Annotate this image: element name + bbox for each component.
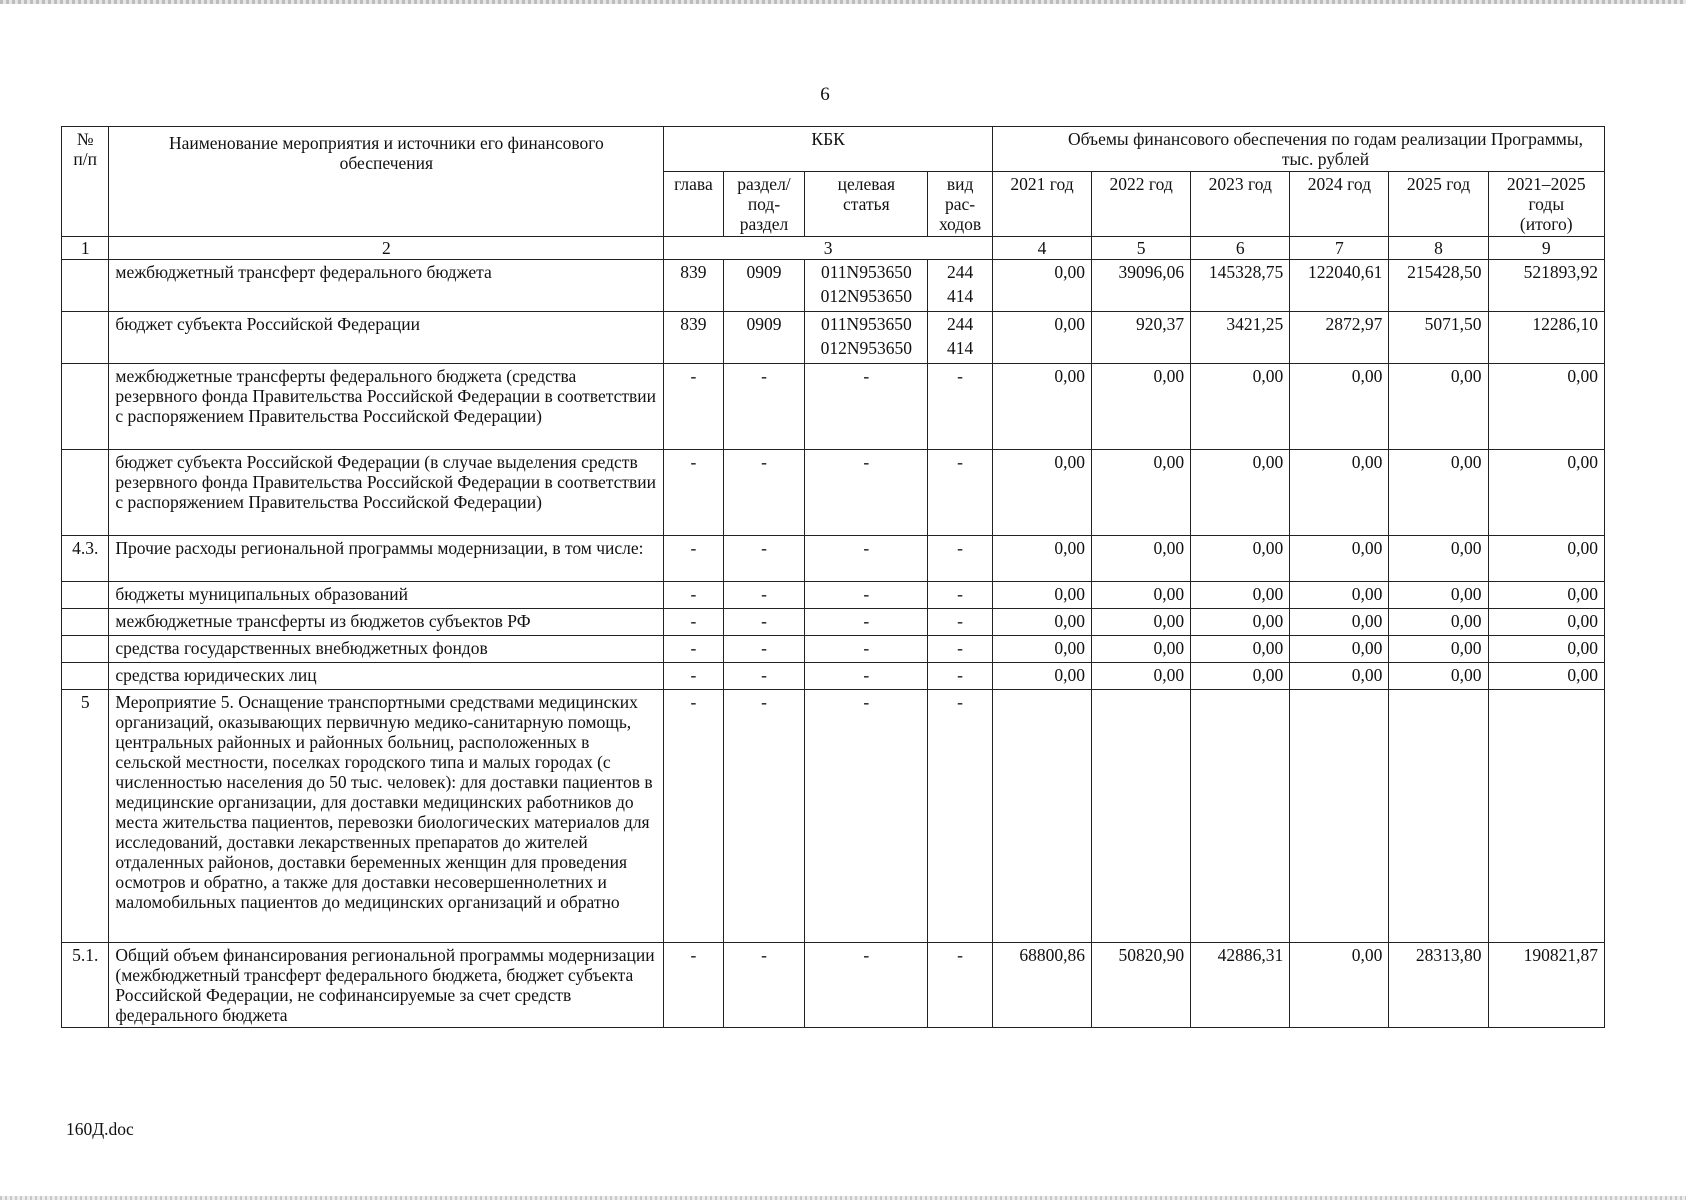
cell-glava: - [664,582,723,609]
cell-2022: 50820,90 [1092,943,1191,1028]
table-header [62,127,1605,260]
cell-razdel: - [723,450,805,536]
column-number-3: 3 [664,237,993,260]
cell-2024: 0,00 [1290,536,1389,582]
cell-vid [928,450,993,536]
cell-2022: 0,00 [1092,450,1191,536]
vid-line: - [957,584,963,604]
cell-razdel: - [723,364,805,450]
column-number-1: 1 [62,237,109,260]
row-name: межбюджетный трансферт федерального бюджета [109,260,664,312]
cell-2025: 0,00 [1389,636,1488,663]
cell-2023: 0,00 [1191,663,1290,690]
table-row [62,450,1605,536]
cell-2023: 0,00 [1191,364,1290,450]
cell-razdel: - [723,636,805,663]
cell-2021 [992,690,1091,943]
cell-statya [805,690,928,943]
cell-glava: 839 [664,260,723,312]
table-row [62,312,1605,364]
statya-line: - [863,538,870,558]
row-number [62,312,109,364]
cell-2022: 39096,06 [1092,260,1191,312]
row-number: 5 [62,690,109,943]
cell-vid [928,582,993,609]
cell-vid [928,536,993,582]
statya-line: - [863,452,870,472]
cell-2023: 0,00 [1191,636,1290,663]
cell-2023: 0,00 [1191,609,1290,636]
cell-total: 12286,10 [1488,312,1604,364]
page-number: 6 [820,84,830,105]
cell-2025: 215428,50 [1389,260,1488,312]
cell-2021: 0,00 [992,582,1091,609]
header-glava: глава [664,172,723,237]
header-vid: вид рас- ходов [928,172,993,237]
row-name: Мероприятие 5. Оснащение транспортными средствами медицинских организаций, оказывающих первичную медико-санитарную помощь, центральных районных и районных больниц, расположенных в сельской местности, поселках городского типа и малых городах (с численностью населения до 50 тыс. человек): для доставки пациентов в медицинские организации, для доставки медицинских работников до места жительства пациентов, перевозки биологических материалов для исследований, доставки лекарственных препаратов до жителей отдаленных районов, доставки беременных женщин для проведения осмотров и обратно, а также для доставки несовершеннолетних и маломобильных пациентов до медицинских организаций и обратно [109,690,664,943]
vid-line: - [957,538,963,558]
cell-2025: 0,00 [1389,609,1488,636]
header-row-1 [62,127,1605,172]
vid-line: - [957,366,963,386]
cell-total: 0,00 [1488,582,1604,609]
header-total: 2021–2025 годы (итого) [1488,172,1604,237]
row-name: межбюджетные трансферты из бюджетов субъектов РФ [109,609,664,636]
vid-line: 414 [946,338,974,358]
cell-2024: 0,00 [1290,943,1389,1028]
statya-line: 011N953650 [820,314,912,334]
statya-line: 011N953650 [820,262,912,282]
cell-total: 0,00 [1488,663,1604,690]
cell-vid [928,663,993,690]
cell-2021: 0,00 [992,536,1091,582]
vid-line: - [957,665,963,685]
statya-line: - [863,366,870,386]
vid-line: - [957,638,963,658]
cell-2023: 145328,75 [1191,260,1290,312]
cell-statya [805,364,928,450]
row-number [62,260,109,312]
cell-total: 190821,87 [1488,943,1604,1028]
cell-glava: 839 [664,312,723,364]
cell-total: 0,00 [1488,536,1604,582]
table-row [62,663,1605,690]
row-number [62,609,109,636]
vid-line: 244 [946,262,974,282]
cell-razdel: - [723,582,805,609]
cell-2024: 0,00 [1290,364,1389,450]
statya-line: - [863,945,870,965]
cell-razdel: - [723,609,805,636]
cell-2024: 0,00 [1290,450,1389,536]
cell-glava: - [664,609,723,636]
column-number-2: 2 [109,237,664,260]
header-2023: 2023 год [1191,172,1290,237]
cell-razdel: - [723,536,805,582]
cell-2022: 0,00 [1092,609,1191,636]
column-number-7: 7 [1290,237,1389,260]
cell-2024: 122040,61 [1290,260,1389,312]
cell-2022: 0,00 [1092,364,1191,450]
header-volumes: Объемы финансового обеспечения по годам реализации Программы, тыс. рублей [992,127,1604,172]
row-number [62,364,109,450]
cell-statya [805,312,928,364]
cell-statya [805,943,928,1028]
vid-line: - [957,692,963,712]
vid-line: 414 [946,286,974,306]
header-row-3 [62,237,1605,260]
cell-2023: 3421,25 [1191,312,1290,364]
cell-vid [928,260,993,312]
column-number-8: 8 [1389,237,1488,260]
cell-glava: - [664,364,723,450]
cell-vid [928,312,993,364]
cell-total: 0,00 [1488,609,1604,636]
cell-2024 [1290,690,1389,943]
cell-2023: 0,00 [1191,582,1290,609]
budget-table [61,126,1605,1028]
cell-2025: 0,00 [1389,663,1488,690]
cell-total: 0,00 [1488,450,1604,536]
statya-line: - [863,692,870,712]
cell-2025: 5071,50 [1389,312,1488,364]
cell-2025: 28313,80 [1389,943,1488,1028]
header-2021: 2021 год [992,172,1091,237]
cell-glava: - [664,690,723,943]
cell-2022: 0,00 [1092,663,1191,690]
table-row [62,536,1605,582]
cell-2021: 0,00 [992,260,1091,312]
row-number: 5.1. [62,943,109,1028]
row-name: средства юридических лиц [109,663,664,690]
cell-2021: 0,00 [992,312,1091,364]
row-number [62,450,109,536]
cell-2024: 0,00 [1290,582,1389,609]
vid-line: 244 [946,314,974,334]
footer-filename: 160Д.doc [66,1119,134,1139]
vid-line: - [957,611,963,631]
cell-statya [805,609,928,636]
cell-statya [805,582,928,609]
header-kbk: КБК [664,127,993,172]
column-number-6: 6 [1191,237,1290,260]
statya-line: - [863,638,870,658]
header-2022: 2022 год [1092,172,1191,237]
statya-line: 012N953650 [820,286,913,306]
scan-edge-bottom [0,1196,1686,1200]
cell-vid [928,609,993,636]
cell-2023 [1191,690,1290,943]
cell-2022: 0,00 [1092,582,1191,609]
cell-2024: 0,00 [1290,663,1389,690]
cell-2022: 0,00 [1092,636,1191,663]
cell-statya [805,636,928,663]
cell-2021: 0,00 [992,609,1091,636]
row-name: средства государственных внебюджетных фондов [109,636,664,663]
statya-line: 012N953650 [820,338,913,358]
statya-line: - [863,611,870,631]
cell-2023: 42886,31 [1191,943,1290,1028]
header-2024: 2024 год [1290,172,1389,237]
table-row [62,943,1605,1028]
cell-2021: 0,00 [992,364,1091,450]
cell-statya [805,663,928,690]
cell-2021: 0,00 [992,663,1091,690]
column-number-5: 5 [1092,237,1191,260]
row-number [62,663,109,690]
header-name: Наименование мероприятия и источники его финансового обеспечения [109,127,664,237]
row-number [62,636,109,663]
cell-glava: - [664,450,723,536]
cell-total [1488,690,1604,943]
table-row [62,260,1605,312]
cell-2021: 0,00 [992,450,1091,536]
cell-2022: 0,00 [1092,536,1191,582]
cell-2023: 0,00 [1191,450,1290,536]
header-2025: 2025 год [1389,172,1488,237]
cell-total: 521893,92 [1488,260,1604,312]
table-row [62,690,1605,943]
column-number-9: 9 [1488,237,1604,260]
row-name: бюджеты муниципальных образований [109,582,664,609]
row-name: межбюджетные трансферты федерального бюджета (средства резервного фонда Правительства Российской Федерации в соответствии с распоряжением Правительства Российской Федерации) [109,364,664,450]
cell-2025: 0,00 [1389,364,1488,450]
cell-2024: 0,00 [1290,636,1389,663]
cell-2025: 0,00 [1389,450,1488,536]
cell-2025: 0,00 [1389,536,1488,582]
cell-statya [805,450,928,536]
cell-glava: - [664,636,723,663]
vid-line: - [957,945,963,965]
column-number-4: 4 [992,237,1091,260]
cell-razdel: - [723,943,805,1028]
statya-line: - [863,665,870,685]
header-no: № п/п [62,127,109,237]
cell-razdel: - [723,663,805,690]
cell-2022 [1092,690,1191,943]
scan-edge-top [0,0,1686,4]
cell-razdel: - [723,690,805,943]
vid-line: - [957,452,963,472]
table-row [62,582,1605,609]
row-name: Прочие расходы региональной программы модернизации, в том числе: [109,536,664,582]
cell-vid [928,636,993,663]
row-name: Общий объем финансирования региональной программы модернизации (межбюджетный трансферт федерального бюджета, бюджет субъекта Российской Федерации, не софинансируемые за счет средств федерального бюджета [109,943,664,1028]
cell-statya [805,260,928,312]
cell-razdel: 0909 [723,312,805,364]
row-number: 4.3. [62,536,109,582]
row-name: бюджет субъекта Российской Федерации [109,312,664,364]
cell-glava: - [664,536,723,582]
cell-total: 0,00 [1488,636,1604,663]
cell-total: 0,00 [1488,364,1604,450]
cell-vid [928,364,993,450]
cell-2021: 68800,86 [992,943,1091,1028]
statya-line: - [863,584,870,604]
cell-glava: - [664,943,723,1028]
cell-statya [805,536,928,582]
cell-razdel: 0909 [723,260,805,312]
cell-2022: 920,37 [1092,312,1191,364]
table-row [62,636,1605,663]
cell-vid [928,943,993,1028]
cell-2025: 0,00 [1389,582,1488,609]
cell-2024: 2872,97 [1290,312,1389,364]
table-row [62,609,1605,636]
row-number [62,582,109,609]
header-statya: целевая статья [805,172,928,237]
header-razdel: раздел/ под- раздел [723,172,805,237]
table-body [62,260,1605,1028]
row-name: бюджет субъекта Российской Федерации (в случае выделения средств резервного фонда Правительства Российской Федерации в соответствии с распоряжением Правительства Российской Федерации) [109,450,664,536]
cell-2023: 0,00 [1191,536,1290,582]
cell-2021: 0,00 [992,636,1091,663]
table-row [62,364,1605,450]
cell-2025 [1389,690,1488,943]
cell-vid [928,690,993,943]
cell-glava: - [664,663,723,690]
cell-2024: 0,00 [1290,609,1389,636]
